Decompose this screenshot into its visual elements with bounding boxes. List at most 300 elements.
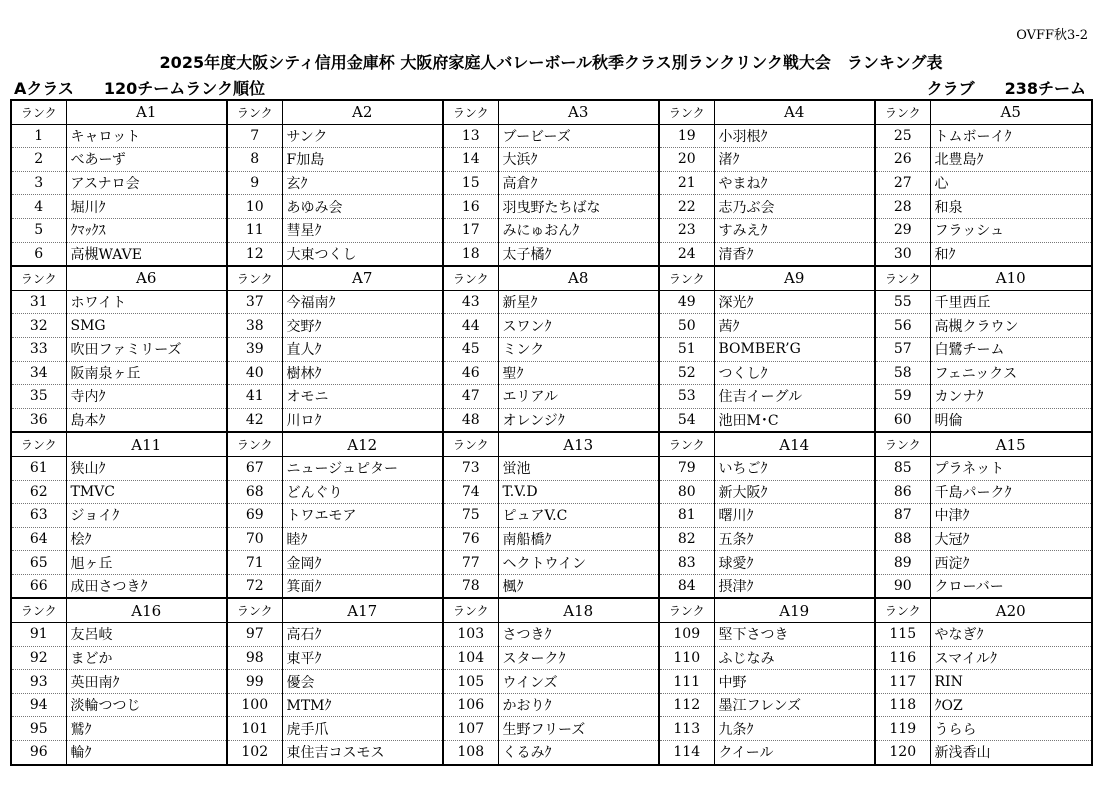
rank-number: 115 [875,623,930,647]
team-name: 成田さつきｸ [66,574,227,598]
rank-number: 112 [659,693,714,717]
rank-number: 107 [443,717,498,741]
rank-number: 28 [875,195,930,219]
rank-column-header: ランク [875,598,930,622]
rank-number: 109 [659,623,714,647]
rank-number: 91 [11,623,66,647]
rank-number: 10 [227,195,282,219]
team-name: トワエモア [282,504,443,528]
rank-number: 95 [11,717,66,741]
team-name: ホワイト [66,290,227,314]
rank-column-header: ランク [875,100,930,124]
rank-number: 44 [443,314,498,338]
group-header-row [11,598,1092,622]
rank-number: 65 [11,551,66,575]
rank-number: 110 [659,646,714,670]
class-summary [14,76,265,99]
group-name: A19 [714,598,875,622]
group-name: A4 [714,100,875,124]
team-name: 蛍池 [498,456,659,480]
team-name: さつきｸ [498,623,659,647]
team-name: オレンジｸ [498,408,659,432]
rank-number: 39 [227,337,282,361]
team-name: 高倉ｸ [498,171,659,195]
rank-number: 37 [227,290,282,314]
team-name: 今福南ｸ [282,290,443,314]
table-row [11,242,1092,266]
rank-number: 56 [875,314,930,338]
team-name: 大冠ｸ [930,527,1092,551]
table-row [11,741,1092,765]
team-name: 球愛ｸ [714,551,875,575]
rank-number: 77 [443,551,498,575]
rank-number: 90 [875,574,930,598]
table-row [11,171,1092,195]
table-row [11,361,1092,385]
club-summary [927,76,1086,99]
rank-number: 104 [443,646,498,670]
table-row [11,195,1092,219]
group-header-row [11,432,1092,456]
rank-number: 15 [443,171,498,195]
team-name: 直人ｸ [282,337,443,361]
rank-number: 119 [875,717,930,741]
team-name: 金岡ｸ [282,551,443,575]
table-row [11,551,1092,575]
team-name: 西淀ｸ [930,551,1092,575]
rank-number: 49 [659,290,714,314]
team-name: すみえｸ [714,218,875,242]
rank-number: 85 [875,456,930,480]
rank-column-header: ランク [227,598,282,622]
team-name: 狭山ｸ [66,456,227,480]
rank-number: 45 [443,337,498,361]
document-id: OVFF秋3-2 [1016,28,1088,43]
group-name: A11 [66,432,227,456]
team-name: 南船橋ｸ [498,527,659,551]
rank-number: 86 [875,480,930,504]
table-row [11,124,1092,148]
rank-column-header: ランク [443,266,498,290]
team-name: 鷲ｸ [66,717,227,741]
rank-number: 48 [443,408,498,432]
team-name: やなぎｸ [930,623,1092,647]
rank-number: 106 [443,693,498,717]
team-name: 東平ｸ [282,646,443,670]
rank-column-header: ランク [443,432,498,456]
rank-number: 11 [227,218,282,242]
rank-number: 96 [11,741,66,765]
team-name: 堀川ｸ [66,195,227,219]
team-name: 小羽根ｸ [714,124,875,148]
rank-number: 117 [875,670,930,694]
team-name: 吹田ファミリーズ [66,337,227,361]
table-row [11,717,1092,741]
rank-number: 97 [227,623,282,647]
team-name: 渚ｸ [714,148,875,172]
rank-number: 93 [11,670,66,694]
team-name: 清香ｸ [714,242,875,266]
team-name: 中津ｸ [930,504,1092,528]
team-name: スマイルｸ [930,646,1092,670]
rank-number: 114 [659,741,714,765]
team-name: 池田M･C [714,408,875,432]
rank-column-header: ランク [659,100,714,124]
rank-number: 64 [11,527,66,551]
group-name: A14 [714,432,875,456]
team-name: サンク [282,124,443,148]
team-name: 旭ヶ丘 [66,551,227,575]
rank-number: 19 [659,124,714,148]
rank-number: 31 [11,290,66,314]
team-name: キャロット [66,124,227,148]
table-row [11,623,1092,647]
team-name: 交野ｸ [282,314,443,338]
rank-number: 63 [11,504,66,528]
team-name: カンナｸ [930,385,1092,409]
team-name: 高槻クラウン [930,314,1092,338]
team-name: 白鷺チーム [930,337,1092,361]
rank-number: 98 [227,646,282,670]
team-name: ピュアV.C [498,504,659,528]
table-row [11,290,1092,314]
class-team-count: 120チームランク順位 [103,79,265,98]
group-name: A12 [282,432,443,456]
team-name: 北豊島ｸ [930,148,1092,172]
rank-number: 81 [659,504,714,528]
rank-number: 52 [659,361,714,385]
team-name: 友呂岐 [66,623,227,647]
team-name: 樹林ｸ [282,361,443,385]
team-name: 阪南泉ヶ丘 [66,361,227,385]
rank-number: 88 [875,527,930,551]
rank-number: 58 [875,361,930,385]
rank-column-header: ランク [659,432,714,456]
team-name: 寺内ｸ [66,385,227,409]
team-name: べあーず [66,148,227,172]
team-name: 曙川ｸ [714,504,875,528]
rank-number: 20 [659,148,714,172]
rank-number: 54 [659,408,714,432]
rank-number: 99 [227,670,282,694]
club-label: クラブ [926,79,975,98]
team-name: ウインズ [498,670,659,694]
table-row [11,314,1092,338]
team-name: 住吉イーグル [714,385,875,409]
rank-number: 33 [11,337,66,361]
table-row [11,148,1092,172]
group-header-row [11,100,1092,124]
group-name: A7 [282,266,443,290]
team-name: 堅下さつき [714,623,875,647]
team-name: 聖ｸ [498,361,659,385]
rank-number: 1 [11,124,66,148]
group-name: A6 [66,266,227,290]
team-name: やまねｸ [714,171,875,195]
rank-number: 23 [659,218,714,242]
rank-number: 101 [227,717,282,741]
group-name: A9 [714,266,875,290]
team-name: かおりｸ [498,693,659,717]
team-name: 五条ｸ [714,527,875,551]
team-name: 深光ｸ [714,290,875,314]
team-name: ｸﾏｯｸｽ [66,218,227,242]
rank-column-header: ランク [227,266,282,290]
rank-number: 41 [227,385,282,409]
rank-column-header: ランク [227,100,282,124]
team-name: 和泉 [930,195,1092,219]
rank-number: 73 [443,456,498,480]
group-name: A2 [282,100,443,124]
group-name: A20 [930,598,1092,622]
team-name: ｸOZ [930,693,1092,717]
team-name: T.V.D [498,480,659,504]
rank-number: 46 [443,361,498,385]
table-row [11,527,1092,551]
team-name: 九条ｸ [714,717,875,741]
page-title: 2025年度大阪シティ信用金庫杯 大阪府家庭人バレーボール秋季クラス別ランクリンク戦大会 ランキング表 [159,53,943,72]
team-name: トムボーイｸ [930,124,1092,148]
team-name: 新浅香山 [930,741,1092,765]
group-name: A5 [930,100,1092,124]
team-name: クイール [714,741,875,765]
rank-number: 16 [443,195,498,219]
table-row [11,646,1092,670]
rank-number: 24 [659,242,714,266]
team-name: TMVC [66,480,227,504]
group-name: A1 [66,100,227,124]
team-name: スワンｸ [498,314,659,338]
team-name: 千島パークｸ [930,480,1092,504]
rank-number: 61 [11,456,66,480]
rank-number: 120 [875,741,930,765]
team-name: あゆみ会 [282,195,443,219]
table-row [11,337,1092,361]
rank-number: 67 [227,456,282,480]
table-row [11,693,1092,717]
table-row [11,574,1092,598]
team-name: つくしｸ [714,361,875,385]
team-name: 新大阪ｸ [714,480,875,504]
team-name: 大東つくし [282,242,443,266]
group-name: A3 [498,100,659,124]
rank-number: 27 [875,171,930,195]
rank-number: 62 [11,480,66,504]
rank-column-header: ランク [443,598,498,622]
team-name: 睦ｸ [282,527,443,551]
rank-number: 100 [227,693,282,717]
team-name: 高槻WAVE [66,242,227,266]
team-name: 志乃ぶ会 [714,195,875,219]
rank-number: 89 [875,551,930,575]
team-name: 新星ｸ [498,290,659,314]
rank-number: 74 [443,480,498,504]
team-name: プラネット [930,456,1092,480]
group-header-row [11,266,1092,290]
rank-number: 12 [227,242,282,266]
team-name: アスナロ会 [66,171,227,195]
rank-number: 17 [443,218,498,242]
rank-number: 29 [875,218,930,242]
team-name: 墨江フレンズ [714,693,875,717]
rank-number: 92 [11,646,66,670]
rank-number: 8 [227,148,282,172]
rank-column-header: ランク [875,266,930,290]
team-name: くるみｸ [498,741,659,765]
rank-number: 80 [659,480,714,504]
team-name: 大浜ｸ [498,148,659,172]
team-name: 箕面ｸ [282,574,443,598]
team-name: MTMｸ [282,693,443,717]
team-name: みにゅおんｸ [498,218,659,242]
rank-number: 53 [659,385,714,409]
team-name: ミンク [498,337,659,361]
table-row [11,218,1092,242]
table-row [11,504,1092,528]
rank-number: 70 [227,527,282,551]
rank-number: 34 [11,361,66,385]
rank-column-header: ランク [875,432,930,456]
rank-number: 9 [227,171,282,195]
team-name: 茜ｸ [714,314,875,338]
rank-number: 87 [875,504,930,528]
rank-number: 30 [875,242,930,266]
team-name: 中野 [714,670,875,694]
rank-number: 2 [11,148,66,172]
team-name: 太子橘ｸ [498,242,659,266]
rank-number: 79 [659,456,714,480]
rank-number: 47 [443,385,498,409]
rank-number: 26 [875,148,930,172]
rank-number: 72 [227,574,282,598]
group-name: A13 [498,432,659,456]
rank-number: 5 [11,218,66,242]
rank-number: 25 [875,124,930,148]
team-name: 虎手爪 [282,717,443,741]
rank-number: 69 [227,504,282,528]
team-name: SMG [66,314,227,338]
team-name: うらら [930,717,1092,741]
rank-number: 3 [11,171,66,195]
rank-column-header: ランク [659,266,714,290]
rank-number: 118 [875,693,930,717]
team-name: 心 [930,171,1092,195]
table-row [11,385,1092,409]
team-name: 桧ｸ [66,527,227,551]
rank-number: 116 [875,646,930,670]
rank-number: 111 [659,670,714,694]
team-name: 楓ｸ [498,574,659,598]
group-name: A15 [930,432,1092,456]
rank-number: 59 [875,385,930,409]
rank-number: 71 [227,551,282,575]
table-row [11,670,1092,694]
team-name: ヘクトウイン [498,551,659,575]
table-row [11,408,1092,432]
rank-number: 94 [11,693,66,717]
team-name: 川ロｸ [282,408,443,432]
rank-number: 43 [443,290,498,314]
team-name: 島本ｸ [66,408,227,432]
team-name: 淡輪つつじ [66,693,227,717]
team-name: 高石ｸ [282,623,443,647]
rank-number: 84 [659,574,714,598]
rank-number: 60 [875,408,930,432]
rank-number: 40 [227,361,282,385]
team-name: 生野フリーズ [498,717,659,741]
team-name: まどか [66,646,227,670]
rank-number: 32 [11,314,66,338]
team-name: オモニ [282,385,443,409]
team-name: 千里西丘 [930,290,1092,314]
rank-number: 36 [11,408,66,432]
rank-number: 38 [227,314,282,338]
team-name: どんぐり [282,480,443,504]
team-name: F加島 [282,148,443,172]
club-team-count: 238チーム [1004,79,1086,98]
team-name: ニュージュピター [282,456,443,480]
team-name: 明倫 [930,408,1092,432]
rank-number: 7 [227,124,282,148]
team-name: エリアル [498,385,659,409]
group-name: A18 [498,598,659,622]
team-name: 和ｸ [930,242,1092,266]
team-name: クローバー [930,574,1092,598]
rank-number: 22 [659,195,714,219]
rank-number: 103 [443,623,498,647]
rank-number: 68 [227,480,282,504]
rank-number: 83 [659,551,714,575]
rank-column-header: ランク [11,598,66,622]
team-name: 羽曳野たちばな [498,195,659,219]
team-name: 東住吉コスモス [282,741,443,765]
table-row [11,480,1092,504]
rank-number: 51 [659,337,714,361]
rank-number: 50 [659,314,714,338]
team-name: スタークｸ [498,646,659,670]
team-name: 優会 [282,670,443,694]
group-name: A8 [498,266,659,290]
rank-column-header: ランク [659,598,714,622]
rank-number: 82 [659,527,714,551]
team-name: いちごｸ [714,456,875,480]
team-name: ジョイｸ [66,504,227,528]
rank-number: 75 [443,504,498,528]
team-name: 英田南ｸ [66,670,227,694]
ranking-table [10,99,1093,766]
group-name: A17 [282,598,443,622]
rank-number: 76 [443,527,498,551]
rank-number: 13 [443,124,498,148]
rank-number: 105 [443,670,498,694]
rank-column-header: ランク [227,432,282,456]
rank-number: 21 [659,171,714,195]
rank-number: 6 [11,242,66,266]
team-name: フラッシュ [930,218,1092,242]
team-name: フェニックス [930,361,1092,385]
rank-number: 108 [443,741,498,765]
class-label: Aクラス [14,79,74,98]
team-name: BOMBER’G [714,337,875,361]
team-name: ブービーズ [498,124,659,148]
table-row [11,456,1092,480]
rank-number: 78 [443,574,498,598]
rank-number: 57 [875,337,930,361]
rank-number: 14 [443,148,498,172]
team-name: RIN [930,670,1092,694]
team-name: ふじなみ [714,646,875,670]
rank-number: 102 [227,741,282,765]
